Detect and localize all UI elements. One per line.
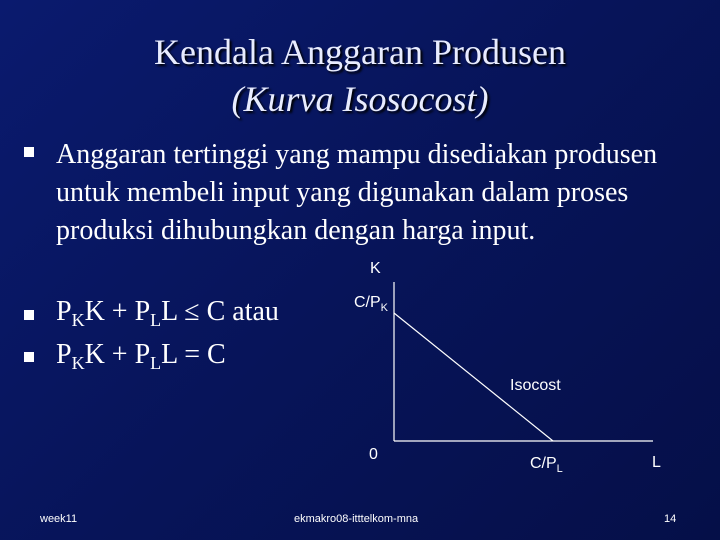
- x-intercept-label: $C/P_L$: [530, 455, 563, 475]
- bullet-text-budget: Anggaran tertinggi yang mampu disediakan produsen untuk membeli input yang digunakan dalam proses produksi dihubungkan dengan harga input.: [56, 139, 658, 246]
- isocost-label: Isocost: [510, 377, 561, 394]
- footer-left: week11: [40, 513, 78, 525]
- page-number: 14: [664, 513, 677, 525]
- x-axis-label: L: [652, 454, 661, 471]
- slide-title-line1: Kendala Anggaran Produsen: [154, 32, 566, 72]
- y-intercept-label: $C/P_K$: [354, 294, 389, 314]
- formula-inequality: $P_KK + P_LL \le C$ atau: [56, 296, 279, 330]
- slide-title-line2: (Kurva Isosocost): [231, 79, 489, 119]
- origin-label: 0: [369, 446, 378, 463]
- y-axis-label: K: [370, 260, 381, 277]
- footer-center: ekmakro08-itttelkom-mna: [294, 513, 419, 525]
- formula-equality: $P_KK + P_LL = C$: [56, 339, 226, 373]
